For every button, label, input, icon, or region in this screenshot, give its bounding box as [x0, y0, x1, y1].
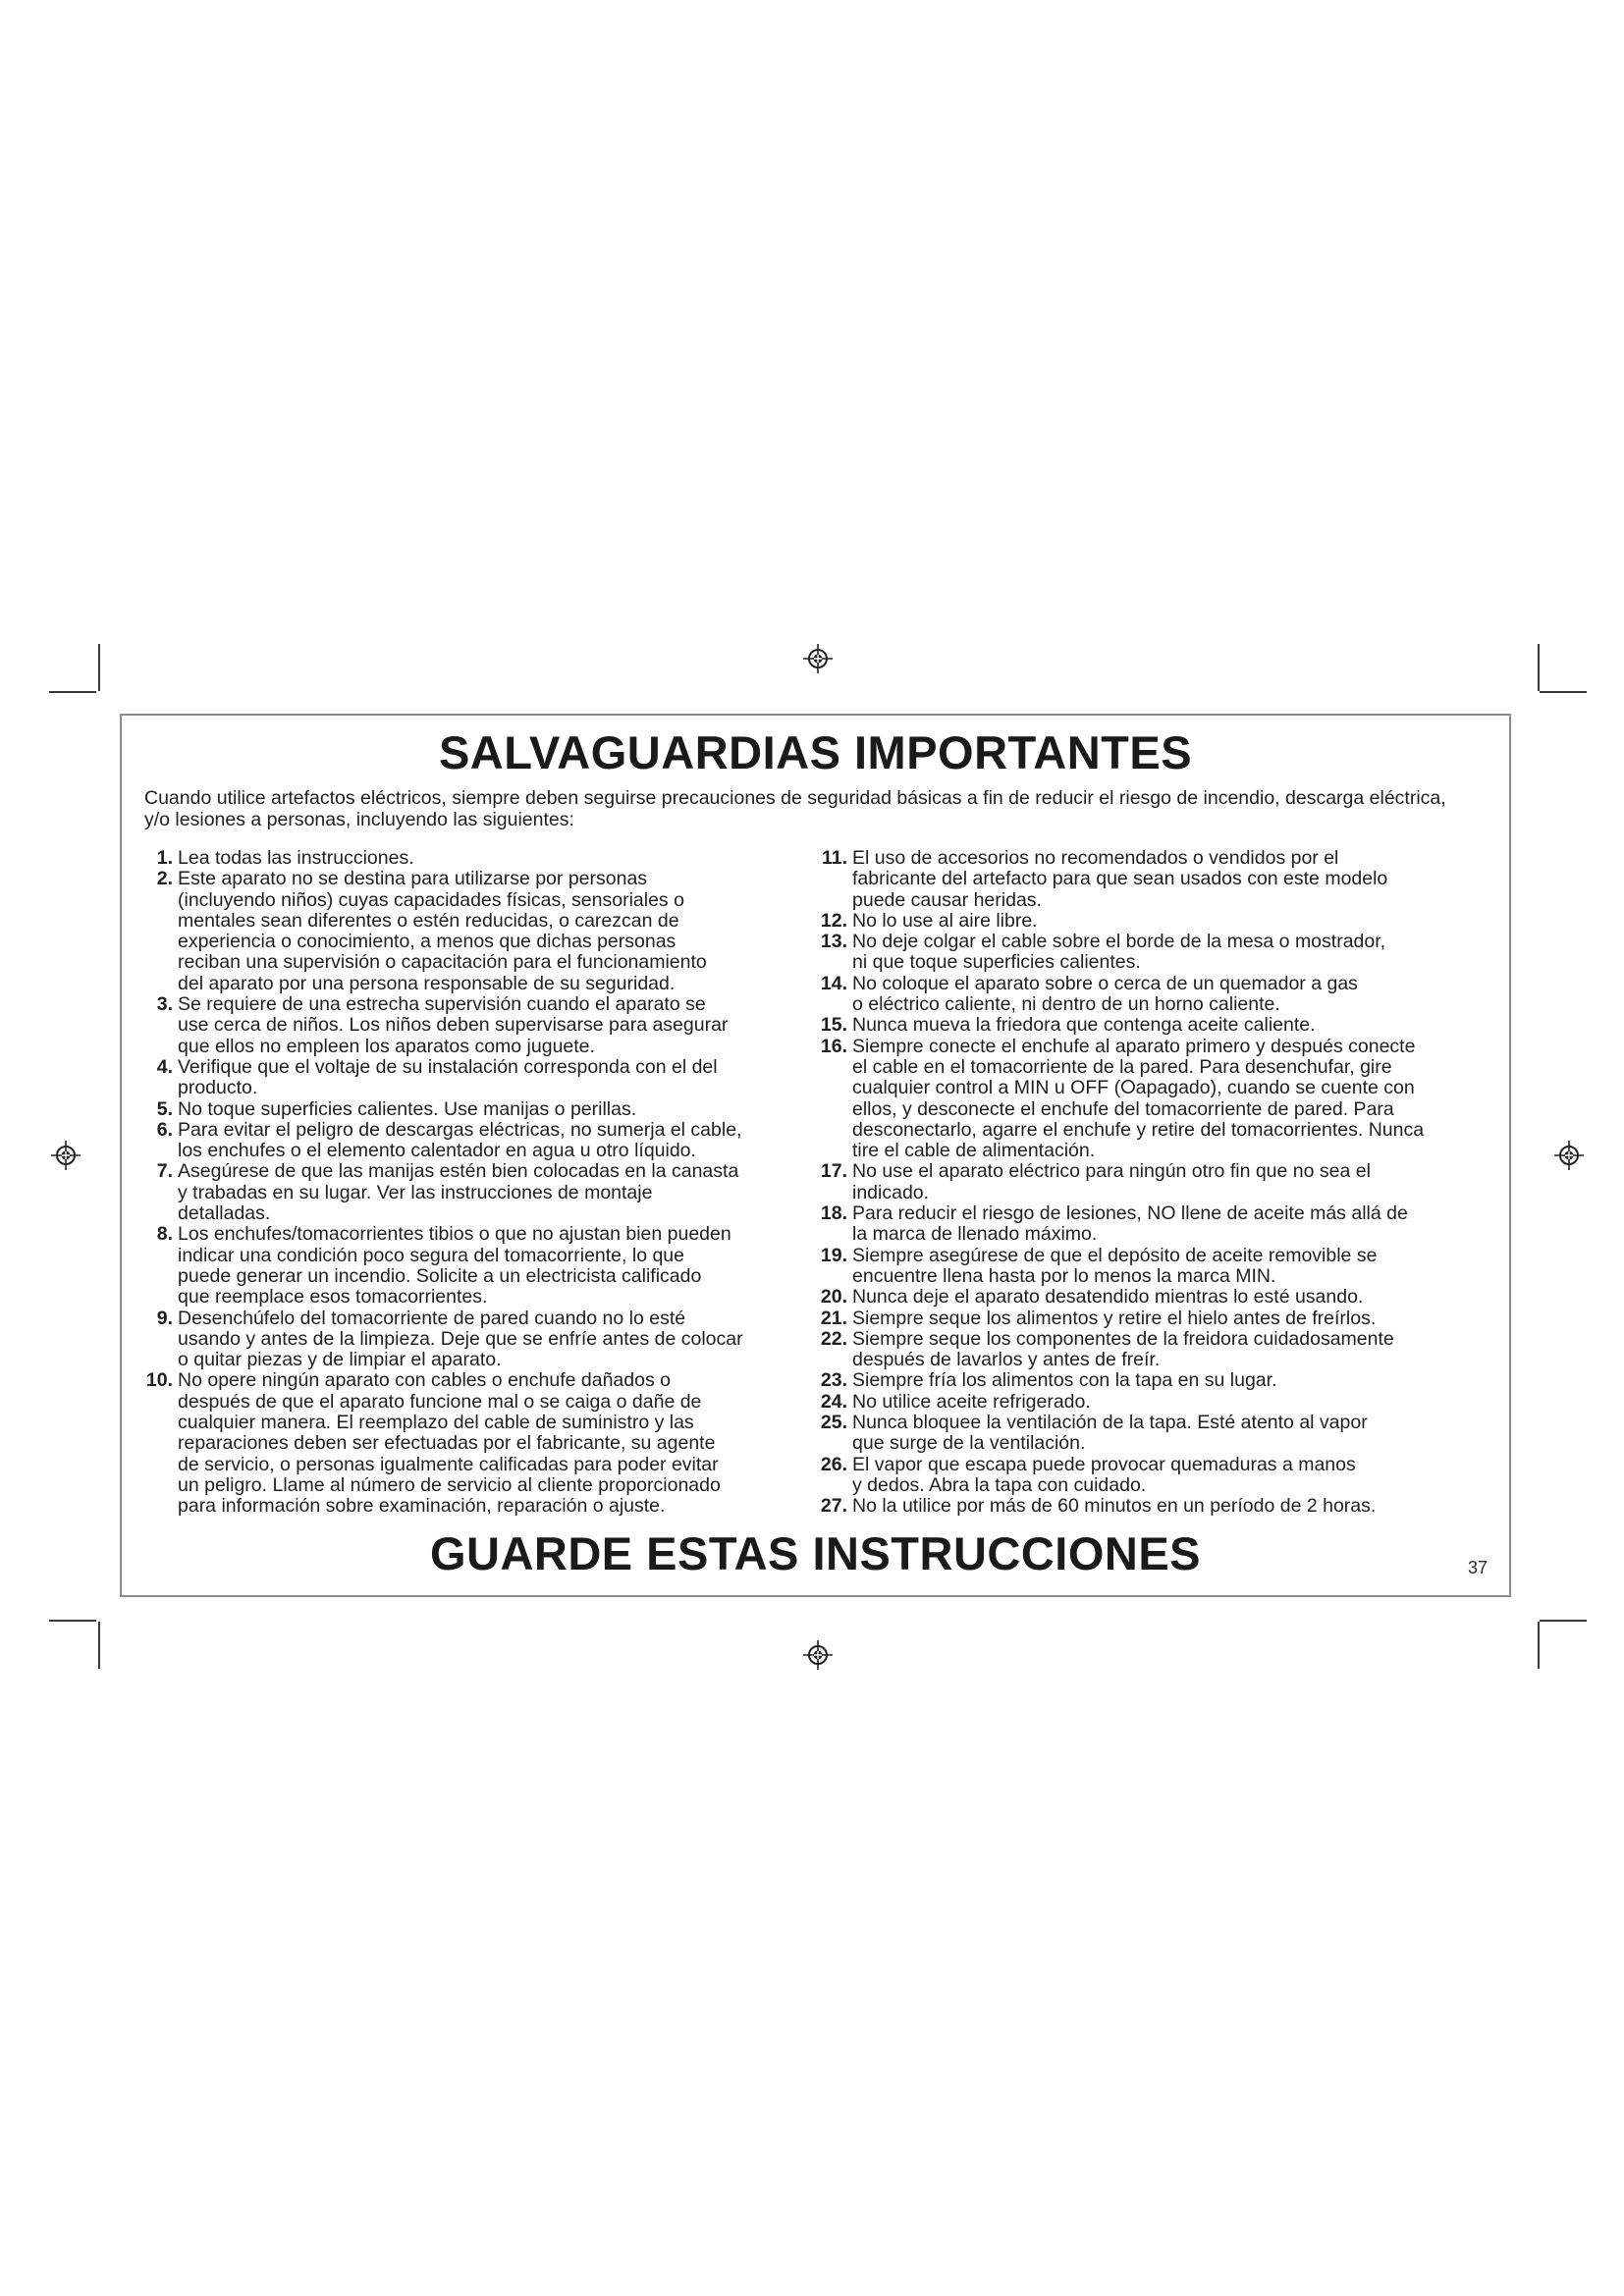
crop-mark — [49, 691, 96, 693]
item-number: 22. — [820, 1327, 847, 1350]
list-item — [815, 1496, 1502, 1517]
crop-mark — [98, 1622, 100, 1669]
list-item — [137, 1224, 785, 1308]
list-item — [137, 1120, 785, 1162]
item-number: 11. — [821, 847, 847, 869]
safeguards-panel — [120, 714, 1511, 1597]
item-text: Siempre conecte el enchufe al aparato primero y después conecte el cable en el tomacorriente de la pared. Para desenchufar, gire cualquier control a MIN u OFF (⭘apagado), cuando se cuente con ellos, y desconecte el enchufe del tomacorriente de pared. Para desconectarlo, agarre el enchufe y retire del tomacorrientes. Nunca tire el cable de alimentación. — [852, 1035, 1425, 1162]
item-number: 10. — [145, 1369, 173, 1392]
item-text: Desenchúfelo del tomacorriente de pared cuando no lo esté usando y antes de la limpieza. Deje que se enfríe antes de colocar o quitar piezas y de limpiar el aparato. — [178, 1307, 743, 1371]
item-text: No lo use al aire libre. — [852, 909, 1038, 932]
list-item — [815, 1329, 1502, 1371]
item-number: 27. — [820, 1495, 847, 1518]
item-number: 6. — [156, 1118, 173, 1141]
list-item — [137, 994, 785, 1057]
item-number: 12. — [820, 909, 847, 932]
item-number: 1. — [156, 847, 173, 869]
list-item — [815, 911, 1502, 932]
list-item — [137, 1099, 785, 1120]
page-title: SALVAGUARDIAS IMPORTANTES — [438, 726, 1193, 778]
list-item — [815, 1392, 1502, 1413]
item-number: 16. — [820, 1035, 847, 1057]
item-text: Nunca mueva la friedora que contenga aceite caliente. — [852, 1014, 1316, 1037]
item-text: No use el aparato eléctrico para ningún otro fin que no sea el indicado. — [852, 1160, 1371, 1203]
registration-target-icon — [1554, 1141, 1584, 1170]
item-text: El vapor que escapa puede provocar quemaduras a manos y dedos. Abra la tapa con cuidado. — [852, 1453, 1356, 1496]
list-item — [137, 1308, 785, 1371]
registration-target-icon — [803, 644, 833, 673]
list-item — [815, 848, 1502, 911]
item-text: Nunca deje el aparato desatendido mientras lo esté usando. — [852, 1286, 1364, 1308]
item-text: Para reducir el riesgo de lesiones, NO llene de aceite más allá de la marca de llenado máximo. — [852, 1202, 1408, 1246]
item-number: 19. — [820, 1244, 847, 1266]
item-number: 18. — [820, 1202, 847, 1225]
crop-mark — [1540, 1620, 1587, 1622]
item-number: 9. — [156, 1307, 173, 1329]
item-number: 26. — [820, 1453, 847, 1475]
crop-mark — [1538, 1622, 1540, 1669]
list-item — [137, 869, 785, 994]
item-number: 4. — [156, 1055, 173, 1078]
list-item — [815, 1037, 1502, 1162]
item-number: 15. — [820, 1014, 847, 1037]
item-number: 7. — [156, 1160, 173, 1183]
item-number: 20. — [820, 1286, 847, 1308]
list-item — [815, 974, 1502, 1016]
item-text: Siempre fría los alimentos con la tapa en su lugar. — [852, 1369, 1277, 1392]
item-text: Verifique que el voltaje de su instalación corresponda con el del producto. — [178, 1055, 718, 1099]
safeguards-list-left — [137, 848, 785, 1518]
intro-paragraph: Cuando utilice artefactos eléctricos, siempre deben seguirse precauciones de seguridad básicas a fin de reducir el riesgo de incendio, descarga eléctrica, y/o lesiones a personas, incluyendo las siguientes: — [144, 787, 1446, 830]
registration-target-icon — [803, 1640, 833, 1670]
list-item — [815, 1413, 1502, 1455]
item-number: 25. — [820, 1412, 847, 1434]
item-text: Este aparato no se destina para utilizarse por personas (incluyendo niños) cuyas capacidades físicas, sensoriales o mentales sean diferentes o estén reducidas, o carezcan de experiencia o conocimiento, a menos que dichas personas reciban una supervisión o capacitación para el funcionamiento del aparato por una persona responsable de su seguridad. — [178, 868, 707, 994]
item-text: No deje colgar el cable sobre el borde de la mesa o mostrador, ni que toque superficies calientes. — [852, 931, 1386, 974]
list-item — [815, 932, 1502, 974]
item-number: 13. — [820, 931, 847, 953]
item-text: Asegúrese de que las manijas estén bien colocadas en la canasta y trabadas en su lugar. Ver las instrucciones de montaje detalladas. — [178, 1160, 739, 1225]
list-item — [137, 1161, 785, 1224]
item-number: 24. — [820, 1390, 847, 1413]
item-text: Se requiere de una estrecha supervisión cuando el aparato se use cerca de niños. Los niños deben supervisarse para asegurar que ellos no empleen los aparatos como juguete. — [178, 993, 729, 1057]
list-item — [815, 1308, 1502, 1329]
list-item — [137, 1057, 785, 1099]
item-number: 3. — [156, 993, 173, 1016]
item-number: 21. — [820, 1307, 847, 1329]
item-text: Para evitar el peligro de descargas eléctricas, no sumerja el cable, los enchufes o el elemento calentador en agua u otro líquido. — [178, 1118, 742, 1162]
item-number: 14. — [820, 972, 847, 994]
item-text: Siempre seque los componentes de la freidora cuidadosamente después de lavarlos y antes de freír. — [852, 1327, 1394, 1371]
item-number: 23. — [820, 1369, 847, 1392]
item-number: 17. — [820, 1160, 847, 1183]
page-number: 37 — [1467, 1558, 1488, 1577]
item-text: Los enchufes/tomacorrientes tibios o que no ajustan bien pueden indicar una condición poco segura del tomacorriente, lo que puede generar un incendio. Solicite a un electricista calificado que reemplace esos tomacorrientes. — [178, 1223, 731, 1308]
crop-mark — [49, 1620, 96, 1622]
list-item — [815, 1370, 1502, 1391]
list-item — [137, 1370, 785, 1517]
crop-mark — [1538, 644, 1540, 691]
crop-mark — [98, 644, 100, 691]
item-text: No la utilice por más de 60 minutos en un período de 2 horas. — [852, 1495, 1377, 1518]
list-item — [815, 1287, 1502, 1308]
footer-heading: GUARDE ESTAS INSTRUCCIONES — [429, 1527, 1202, 1579]
item-number: 2. — [156, 868, 173, 890]
item-number: 5. — [156, 1097, 173, 1120]
list-item — [137, 848, 785, 869]
item-text: Nunca bloquee la ventilación de la tapa. Esté atento al vapor que surge de la ventilación. — [852, 1412, 1368, 1455]
item-text: No coloque el aparato sobre o cerca de un quemador a gas o eléctrico caliente, ni dentro de un horno caliente. — [852, 972, 1358, 1016]
list-item — [815, 1161, 1502, 1203]
list-item — [815, 1246, 1502, 1288]
item-text: No opere ningún aparato con cables o enchufe dañados o después de que el aparato funcione mal o se caiga o dañe de cualquier manera. El reemplazo del cable de suministro y las reparaciones deben ser efectuadas por el fabricante, su agente de servicio, o personas igualmente calificadas para poder evitar un peligro. Llame al número de servicio al cliente proporcionado para información sobre examinación, reparación o ajuste. — [178, 1369, 721, 1518]
list-item — [815, 1015, 1502, 1036]
list-item — [815, 1203, 1502, 1246]
list-item — [815, 1455, 1502, 1497]
item-text: El uso de accesorios no recomendados o vendidos por el fabricante del artefacto para que sean usados con este modelo puede causar heridas. — [852, 847, 1388, 911]
item-text: Siempre seque los alimentos y retire el hielo antes de freírlos. — [852, 1307, 1377, 1329]
item-text: No toque superficies calientes. Use manijas o perillas. — [178, 1097, 637, 1120]
crop-mark — [1540, 691, 1587, 693]
item-number: 8. — [156, 1223, 173, 1246]
item-text: Lea todas las instrucciones. — [178, 847, 414, 869]
safeguards-list-right — [815, 848, 1502, 1518]
registration-target-icon — [51, 1141, 81, 1170]
item-text: Siempre asegúrese de que el depósito de aceite removible se encuentre llena hasta por lo menos la marca MIN. — [852, 1244, 1378, 1287]
item-text: No utilice aceite refrigerado. — [852, 1390, 1091, 1413]
